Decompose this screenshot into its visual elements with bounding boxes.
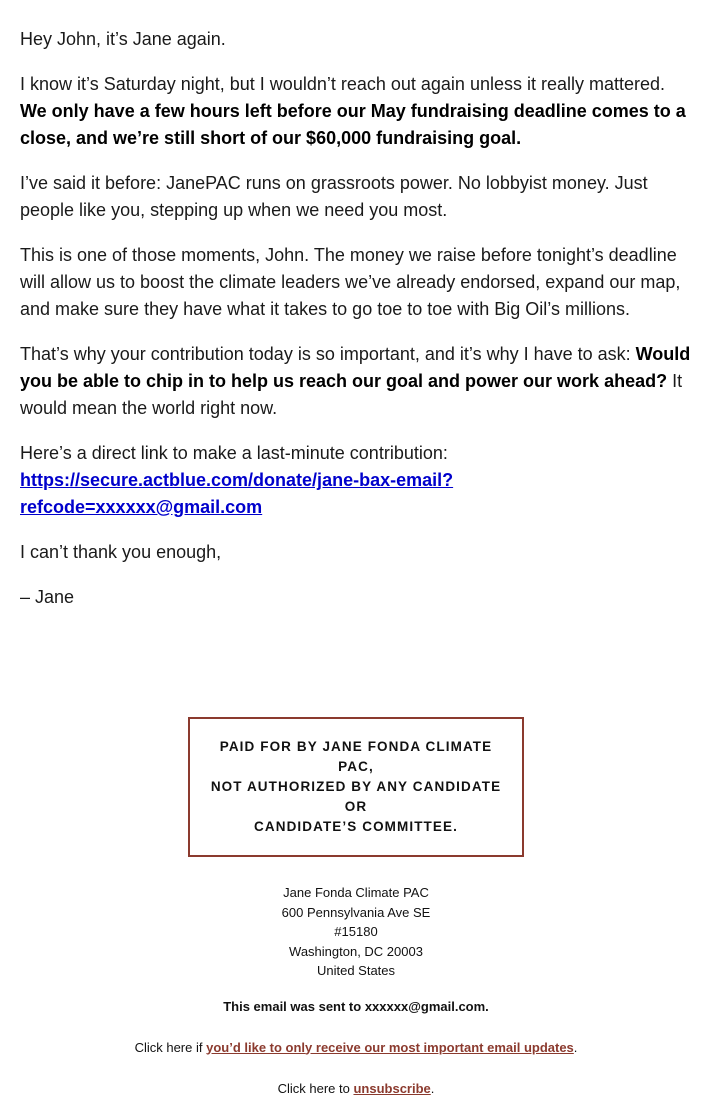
paragraph-deadline-text: I know it’s Saturday night, but I wouldn’t reach out again unless it really mattered. (20, 74, 666, 94)
paragraph-ask-text: That’s why your contribution today is so important, and it’s why I have to ask: (20, 344, 636, 364)
paragraph-deadline (20, 71, 692, 152)
address-country: United States (316, 963, 396, 978)
unsubscribe-line (0, 1081, 712, 1096)
address-city: Washington, DC 20003 (289, 943, 423, 959)
paragraph-link-text: Here’s a direct link to make a last-minute contribution: (20, 443, 448, 463)
disclaimer-line-3: CANDIDATE’S COMMITTEE. (254, 819, 458, 834)
greeting: Hey John, it’s Jane again. (20, 29, 226, 49)
paid-for-disclaimer (188, 717, 524, 857)
disclaimer-line-1: PAID FOR BY JANE FONDA CLIMATE PAC, (219, 739, 493, 774)
paragraph-grassroots: I’ve said it before: JanePAC runs on grassroots power. No lobbyist money. Just people like you, stepping up when we need you most. (20, 173, 648, 220)
closing: I can’t thank you enough, (20, 542, 222, 562)
paragraph-moment: This is one of those moments, John. The money we raise before tonight’s deadline will allow us to boost the climate leaders we’ve already endorsed, expand our map, and make sure they have what it takes to go toe to toe with Big Oil’s millions. (20, 245, 681, 319)
pref-suffix: . (573, 1039, 578, 1055)
address-street: 600 Pennsylvania Ave SE (281, 904, 431, 920)
sent-to-notice: This email was sent to xxxxxx@gmail.com. (223, 998, 489, 1014)
paragraph-ask (20, 341, 692, 422)
unsubscribe-link[interactable]: unsubscribe (353, 1080, 431, 1096)
mailing-address (0, 883, 712, 981)
address-suite: #15180 (334, 924, 378, 939)
email-footer (0, 883, 712, 1096)
pref-prefix: Click here if (134, 1039, 207, 1055)
preferences-link[interactable]: you’d like to only receive our most important email updates (206, 1039, 574, 1055)
signature: – Jane (20, 587, 75, 607)
paragraph-ask-bold: Would you be able to chip in to help us reach our goal and power our work ahead? (20, 344, 691, 391)
paragraph-link (20, 440, 692, 521)
paragraph-ask-end: It would mean the world right now. (20, 371, 683, 418)
unsub-prefix: Click here to (277, 1080, 354, 1096)
unsub-suffix: . (430, 1080, 435, 1096)
email-preferences (0, 1040, 712, 1055)
disclaimer-line-2: NOT AUTHORIZED BY ANY CANDIDATE OR (210, 779, 502, 814)
address-org: Jane Fonda Climate PAC (283, 885, 429, 900)
paragraph-deadline-bold: We only have a few hours left before our May fundraising deadline comes to a close, and we’re still short of our $60,000 fundraising goal. (20, 101, 686, 148)
donate-link[interactable]: https://secure.actblue.com/donate/jane-bax-email?refcode=xxxxxx@gmail.com (20, 470, 454, 517)
